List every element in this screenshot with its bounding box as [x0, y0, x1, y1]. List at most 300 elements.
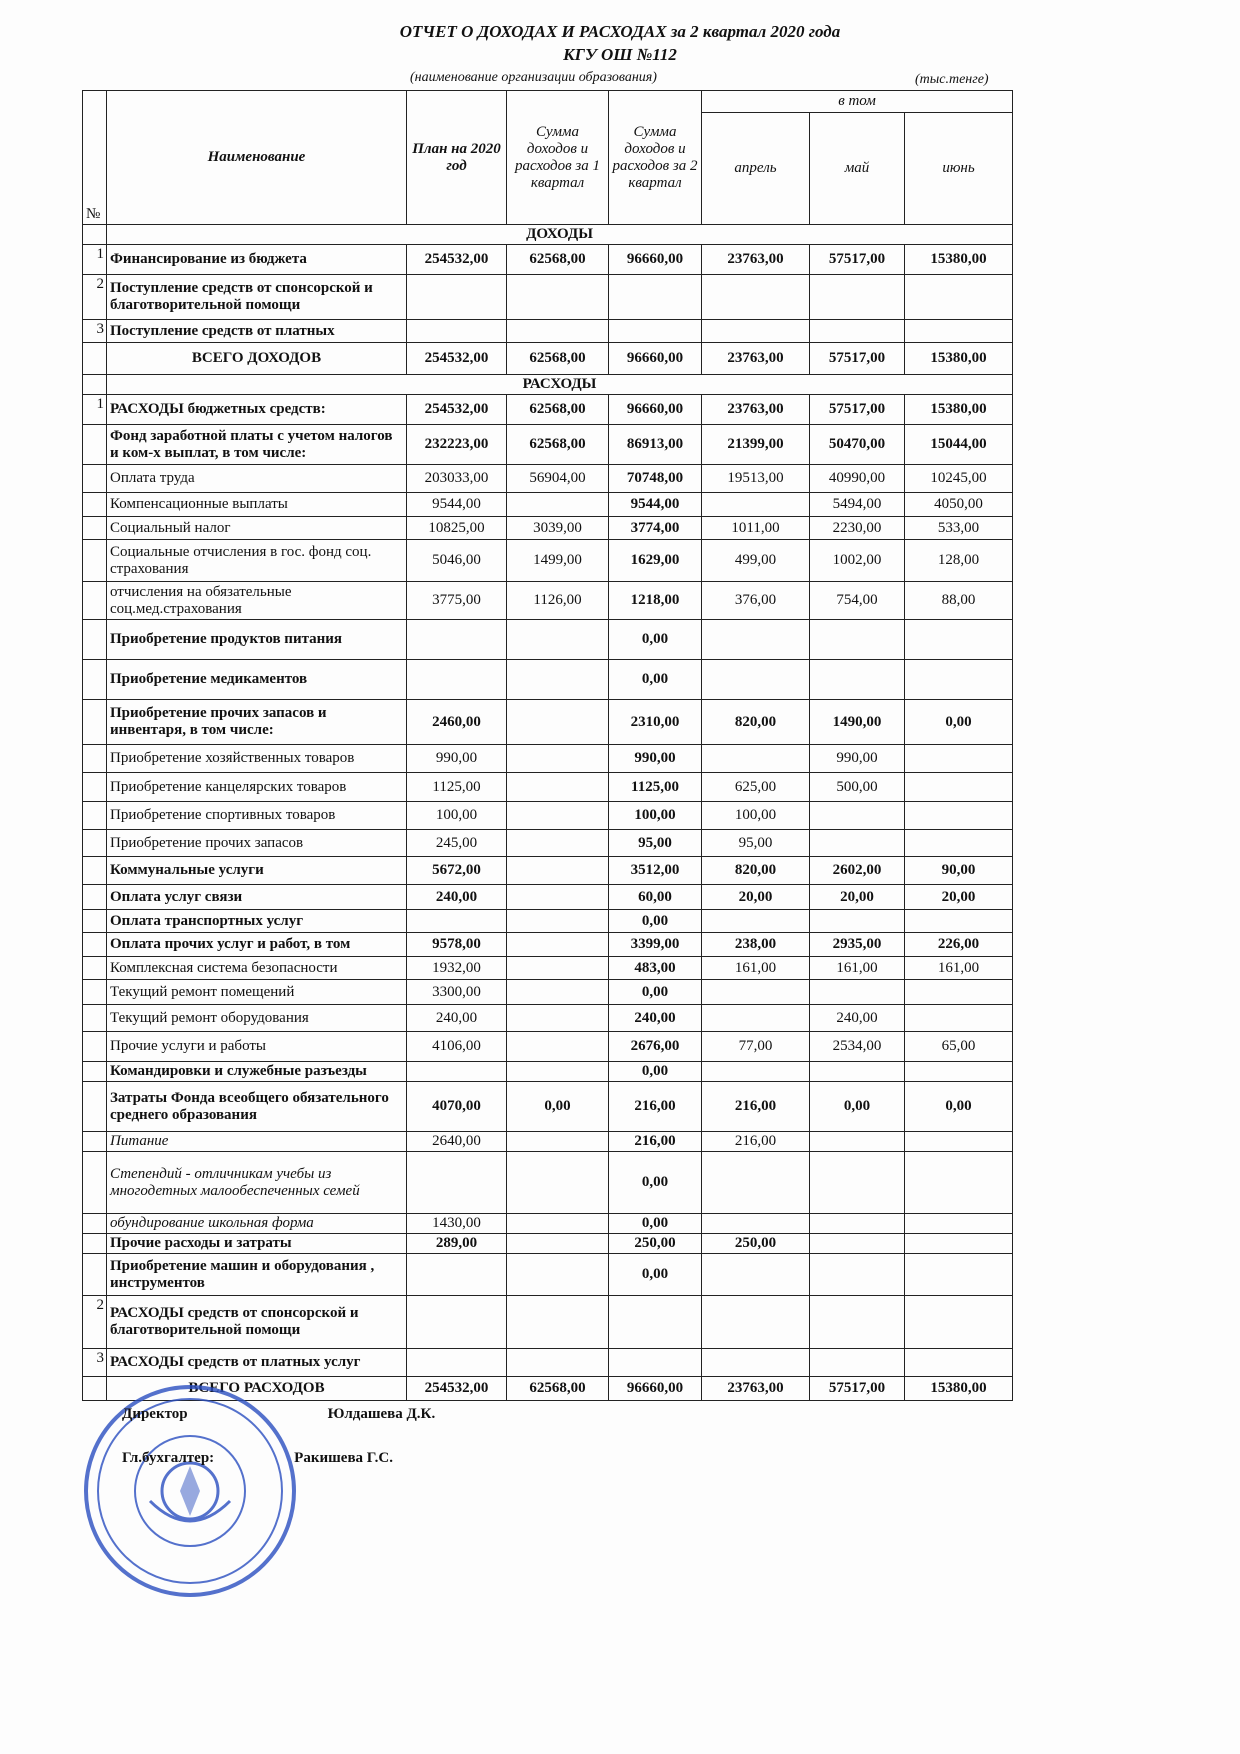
row-name: Приобретение прочих запасов	[107, 830, 407, 857]
section-title: ДОХОДЫ	[107, 225, 1013, 245]
table-row	[83, 830, 1013, 857]
q2-value: 60,00	[609, 885, 702, 910]
q1-value: 62568,00	[507, 425, 609, 465]
q2-value: 0,00	[609, 1062, 702, 1082]
q1-value: 62568,00	[507, 343, 609, 375]
plan-value: 3775,00	[407, 582, 507, 620]
plan-value: 254532,00	[407, 343, 507, 375]
june-value: 161,00	[905, 957, 1013, 980]
june-value: 533,00	[905, 517, 1013, 540]
row-number	[83, 802, 107, 830]
director-signature	[82, 1401, 1012, 1423]
plan-value	[407, 1062, 507, 1082]
q2-value: 2676,00	[609, 1032, 702, 1062]
q1-value	[507, 830, 609, 857]
table-row	[83, 1152, 1013, 1214]
q2-value: 216,00	[609, 1132, 702, 1152]
may-value	[810, 1234, 905, 1254]
q1-value	[507, 957, 609, 980]
q1-value	[507, 1062, 609, 1082]
june-value	[905, 1234, 1013, 1254]
accountant-label: Гл.бухгалтер:	[122, 1450, 215, 1466]
june-value: 15380,00	[905, 245, 1013, 275]
row-name: Затраты Фонда всеобщего обязательного среднего образования	[107, 1082, 407, 1132]
june-value: 65,00	[905, 1032, 1013, 1062]
col-may: май	[810, 113, 905, 225]
q1-value	[507, 857, 609, 885]
row-number	[83, 857, 107, 885]
row-number	[83, 465, 107, 493]
may-value: 57517,00	[810, 1377, 905, 1401]
row-name: Текущий ремонт помещений	[107, 980, 407, 1005]
total-row	[83, 343, 1013, 375]
q1-value: 0,00	[507, 1082, 609, 1132]
may-value: 57517,00	[810, 245, 905, 275]
may-value: 2534,00	[810, 1032, 905, 1062]
may-value: 2602,00	[810, 857, 905, 885]
row-name: Приобретение прочих запасов и инвентаря, в том числе:	[107, 700, 407, 745]
q1-value	[507, 933, 609, 957]
may-value: 57517,00	[810, 343, 905, 375]
q2-value: 3512,00	[609, 857, 702, 885]
q2-value	[609, 1296, 702, 1349]
q2-value: 483,00	[609, 957, 702, 980]
q1-value: 3039,00	[507, 517, 609, 540]
row-number	[83, 1032, 107, 1062]
june-value: 15380,00	[905, 395, 1013, 425]
q1-value	[507, 320, 609, 343]
row-number	[83, 343, 107, 375]
plan-value: 245,00	[407, 830, 507, 857]
april-value	[702, 1349, 810, 1377]
june-value: 88,00	[905, 582, 1013, 620]
may-value: 754,00	[810, 582, 905, 620]
table-row	[83, 275, 1013, 320]
table-row	[83, 582, 1013, 620]
april-value	[702, 320, 810, 343]
accountant-signature	[82, 1423, 1012, 1467]
april-value: 216,00	[702, 1132, 810, 1152]
april-value	[702, 660, 810, 700]
may-value	[810, 1152, 905, 1214]
q2-value: 2310,00	[609, 700, 702, 745]
plan-value: 254532,00	[407, 1377, 507, 1401]
table-row	[83, 1062, 1013, 1082]
april-value: 100,00	[702, 802, 810, 830]
col-q1: Сумма доходов и расходов за 1 квартал	[507, 91, 609, 225]
table-row	[83, 1254, 1013, 1296]
table-row	[83, 1349, 1013, 1377]
may-value	[810, 1062, 905, 1082]
april-value: 1011,00	[702, 517, 810, 540]
row-name: Прочие расходы и затраты	[107, 1234, 407, 1254]
june-value: 15044,00	[905, 425, 1013, 465]
table-row	[83, 700, 1013, 745]
may-value: 57517,00	[810, 395, 905, 425]
may-value: 990,00	[810, 745, 905, 773]
row-number	[83, 1152, 107, 1214]
may-value: 50470,00	[810, 425, 905, 465]
row-name: Фонд заработной платы с учетом налогов и ком-х выплат, в том числе:	[107, 425, 407, 465]
april-value	[702, 1214, 810, 1234]
may-value: 40990,00	[810, 465, 905, 493]
june-value	[905, 745, 1013, 773]
q2-value	[609, 320, 702, 343]
row-name: Коммунальные услуги	[107, 857, 407, 885]
row-name: Приобретение продуктов питания	[107, 620, 407, 660]
row-name: ВСЕГО РАСХОДОВ	[107, 1377, 407, 1401]
q1-value	[507, 1296, 609, 1349]
may-value	[810, 660, 905, 700]
col-no: №	[83, 91, 107, 225]
col-name: Наименование	[107, 91, 407, 225]
row-name: Приобретение спортивных товаров	[107, 802, 407, 830]
q2-value: 95,00	[609, 830, 702, 857]
row-number: 3	[83, 320, 107, 343]
may-value	[810, 830, 905, 857]
plan-value	[407, 620, 507, 660]
april-value: 216,00	[702, 1082, 810, 1132]
row-number	[83, 620, 107, 660]
q2-value: 70748,00	[609, 465, 702, 493]
q1-value: 56904,00	[507, 465, 609, 493]
q2-value: 0,00	[609, 620, 702, 660]
plan-value: 5046,00	[407, 540, 507, 582]
q2-value: 1125,00	[609, 773, 702, 802]
row-number	[83, 830, 107, 857]
june-value: 128,00	[905, 540, 1013, 582]
table-row	[83, 245, 1013, 275]
june-value	[905, 1005, 1013, 1032]
table-row	[83, 1214, 1013, 1234]
row-number	[83, 773, 107, 802]
q2-value: 96660,00	[609, 245, 702, 275]
report-title: ОТЧЕТ О ДОХОДАХ И РАСХОДАХ за 2 квартал 2020 года	[399, 22, 841, 41]
organization-caption: (наименование организации образования)	[410, 70, 657, 85]
may-value	[810, 275, 905, 320]
row-name: Оплата услуг связи	[107, 885, 407, 910]
row-name: ВСЕГО ДОХОДОВ	[107, 343, 407, 375]
table-row	[83, 745, 1013, 773]
section-row	[83, 375, 1013, 395]
june-value	[905, 1152, 1013, 1214]
plan-value	[407, 660, 507, 700]
april-value: 23763,00	[702, 1377, 810, 1401]
q1-value	[507, 275, 609, 320]
april-value	[702, 1005, 810, 1032]
june-value	[905, 320, 1013, 343]
row-number	[83, 1005, 107, 1032]
may-value	[810, 1214, 905, 1234]
june-value: 0,00	[905, 700, 1013, 745]
col-april: апрель	[702, 113, 810, 225]
plan-value: 254532,00	[407, 395, 507, 425]
june-value: 0,00	[905, 1082, 1013, 1132]
row-name: Приобретение хозяйственных товаров	[107, 745, 407, 773]
q2-value	[609, 1349, 702, 1377]
plan-value: 1430,00	[407, 1214, 507, 1234]
table-row	[83, 1296, 1013, 1349]
april-value	[702, 275, 810, 320]
q2-value: 0,00	[609, 910, 702, 933]
april-value	[702, 1296, 810, 1349]
q2-value: 216,00	[609, 1082, 702, 1132]
may-value	[810, 1349, 905, 1377]
q2-value: 100,00	[609, 802, 702, 830]
plan-value	[407, 1152, 507, 1214]
row-number	[83, 582, 107, 620]
table-row	[83, 802, 1013, 830]
units-label: (тыс.тенге)	[915, 72, 989, 87]
q1-value	[507, 1032, 609, 1062]
june-value: 20,00	[905, 885, 1013, 910]
q2-value: 990,00	[609, 745, 702, 773]
table-row	[83, 1032, 1013, 1062]
q1-value	[507, 745, 609, 773]
april-value: 238,00	[702, 933, 810, 957]
plan-value: 2640,00	[407, 1132, 507, 1152]
june-value	[905, 1132, 1013, 1152]
table-row	[83, 465, 1013, 493]
row-name: Приобретение медикаментов	[107, 660, 407, 700]
row-number	[83, 933, 107, 957]
row-number	[83, 425, 107, 465]
may-value	[810, 620, 905, 660]
row-number: 2	[83, 1296, 107, 1349]
row-number	[83, 1254, 107, 1296]
q1-value	[507, 1349, 609, 1377]
row-name: отчисления на обязательные соц.мед.страхования	[107, 582, 407, 620]
may-value: 1002,00	[810, 540, 905, 582]
q2-value: 1218,00	[609, 582, 702, 620]
plan-value	[407, 1349, 507, 1377]
director-name: Юлдашева Д.К.	[327, 1406, 436, 1422]
row-name: Социальный налог	[107, 517, 407, 540]
signature-block	[82, 1401, 1012, 1511]
row-number: 1	[83, 395, 107, 425]
row-name: РАСХОДЫ бюджетных средств:	[107, 395, 407, 425]
june-value	[905, 910, 1013, 933]
section-no-cell	[83, 375, 107, 395]
april-value: 19513,00	[702, 465, 810, 493]
q1-value	[507, 1152, 609, 1214]
row-name: обундирование школьная форма	[107, 1214, 407, 1234]
may-value: 500,00	[810, 773, 905, 802]
plan-value: 254532,00	[407, 245, 507, 275]
may-value: 0,00	[810, 1082, 905, 1132]
q1-value	[507, 802, 609, 830]
col-june: июнь	[905, 113, 1013, 225]
row-name: РАСХОДЫ средств от спонсорской и благотворительной помощи	[107, 1296, 407, 1349]
april-value: 499,00	[702, 540, 810, 582]
row-number: 1	[83, 245, 107, 275]
q2-value: 3774,00	[609, 517, 702, 540]
q1-value	[507, 660, 609, 700]
row-number	[83, 660, 107, 700]
q2-value	[609, 275, 702, 320]
table-row	[83, 933, 1013, 957]
table-row	[83, 857, 1013, 885]
may-value	[810, 1132, 905, 1152]
section-no-cell	[83, 225, 107, 245]
plan-value: 240,00	[407, 1005, 507, 1032]
april-value: 376,00	[702, 582, 810, 620]
april-value: 23763,00	[702, 245, 810, 275]
row-name: Степендий - отличникам учебы из многодетных малообеспеченных семей	[107, 1152, 407, 1214]
table-row	[83, 517, 1013, 540]
june-value: 10245,00	[905, 465, 1013, 493]
row-number: 3	[83, 1349, 107, 1377]
table-row	[83, 885, 1013, 910]
q2-value: 96660,00	[609, 395, 702, 425]
april-value	[702, 745, 810, 773]
row-number	[83, 700, 107, 745]
row-number	[83, 517, 107, 540]
plan-value: 289,00	[407, 1234, 507, 1254]
row-name: Финансирование из бюджета	[107, 245, 407, 275]
q2-value: 250,00	[609, 1234, 702, 1254]
may-value	[810, 910, 905, 933]
plan-value: 2460,00	[407, 700, 507, 745]
row-name: Социальные отчисления в гос. фонд соц. страхования	[107, 540, 407, 582]
q1-value	[507, 1132, 609, 1152]
may-value: 2230,00	[810, 517, 905, 540]
april-value	[702, 493, 810, 517]
plan-value: 9544,00	[407, 493, 507, 517]
table-row	[83, 540, 1013, 582]
plan-value: 232223,00	[407, 425, 507, 465]
col-q2: Сумма доходов и расходов за 2 квартал	[609, 91, 702, 225]
organization-name: КГУ ОШ №112	[563, 45, 677, 64]
plan-value: 4070,00	[407, 1082, 507, 1132]
q2-value: 0,00	[609, 660, 702, 700]
table-row	[83, 1082, 1013, 1132]
q1-value	[507, 620, 609, 660]
may-value	[810, 802, 905, 830]
plan-value: 10825,00	[407, 517, 507, 540]
june-value	[905, 275, 1013, 320]
row-name: Оплата прочих услуг и работ, в том	[107, 933, 407, 957]
row-name: Оплата труда	[107, 465, 407, 493]
row-name: Оплата транспортных услуг	[107, 910, 407, 933]
table-row	[83, 425, 1013, 465]
row-number	[83, 957, 107, 980]
april-value	[702, 1152, 810, 1214]
q2-value: 0,00	[609, 1214, 702, 1234]
may-value: 1490,00	[810, 700, 905, 745]
accountant-name: Ракишева Г.С.	[294, 1450, 393, 1466]
april-value: 21399,00	[702, 425, 810, 465]
may-value: 240,00	[810, 1005, 905, 1032]
row-name: Поступление средств от спонсорской и благотворительной помощи	[107, 275, 407, 320]
row-number	[83, 980, 107, 1005]
row-number	[83, 493, 107, 517]
row-name: Прочие услуги и работы	[107, 1032, 407, 1062]
q1-value	[507, 980, 609, 1005]
plan-value: 990,00	[407, 745, 507, 773]
q1-value	[507, 910, 609, 933]
april-value	[702, 1062, 810, 1082]
june-value	[905, 1214, 1013, 1234]
row-number	[83, 1234, 107, 1254]
june-value	[905, 1254, 1013, 1296]
col-plan: План на 2020 год	[407, 91, 507, 225]
q2-value: 96660,00	[609, 1377, 702, 1401]
plan-value: 3300,00	[407, 980, 507, 1005]
table-row	[83, 1132, 1013, 1152]
may-value	[810, 320, 905, 343]
report-body	[82, 90, 1012, 1511]
june-value	[905, 980, 1013, 1005]
may-value: 161,00	[810, 957, 905, 980]
q1-value	[507, 773, 609, 802]
june-value	[905, 1062, 1013, 1082]
row-name: Комплексная система безопасности	[107, 957, 407, 980]
q1-value	[507, 493, 609, 517]
plan-value: 240,00	[407, 885, 507, 910]
row-number	[83, 885, 107, 910]
row-number	[83, 1082, 107, 1132]
april-value: 820,00	[702, 700, 810, 745]
row-name: Текущий ремонт оборудования	[107, 1005, 407, 1032]
table-row	[83, 660, 1013, 700]
may-value: 5494,00	[810, 493, 905, 517]
row-number: 2	[83, 275, 107, 320]
june-value	[905, 1296, 1013, 1349]
june-value	[905, 1349, 1013, 1377]
row-number	[83, 1132, 107, 1152]
q2-value: 9544,00	[609, 493, 702, 517]
q2-value: 0,00	[609, 1152, 702, 1214]
june-value	[905, 773, 1013, 802]
table-row	[83, 910, 1013, 933]
may-value	[810, 980, 905, 1005]
q1-value	[507, 885, 609, 910]
april-value: 23763,00	[702, 395, 810, 425]
director-label: Директор	[122, 1406, 188, 1422]
q1-value: 1126,00	[507, 582, 609, 620]
plan-value	[407, 320, 507, 343]
plan-value: 9578,00	[407, 933, 507, 957]
row-number	[83, 1062, 107, 1082]
q1-value: 62568,00	[507, 1377, 609, 1401]
table-row	[83, 1234, 1013, 1254]
april-value	[702, 1254, 810, 1296]
q2-value: 1629,00	[609, 540, 702, 582]
june-value: 90,00	[905, 857, 1013, 885]
row-name: Командировки и служебные разъезды	[107, 1062, 407, 1082]
may-value	[810, 1296, 905, 1349]
q2-value: 86913,00	[609, 425, 702, 465]
col-group: в том	[702, 91, 1013, 113]
april-value: 250,00	[702, 1234, 810, 1254]
june-value	[905, 830, 1013, 857]
june-value: 226,00	[905, 933, 1013, 957]
row-number	[83, 540, 107, 582]
april-value: 625,00	[702, 773, 810, 802]
q2-value: 240,00	[609, 1005, 702, 1032]
q1-value: 1499,00	[507, 540, 609, 582]
june-value: 15380,00	[905, 1377, 1013, 1401]
plan-value: 1125,00	[407, 773, 507, 802]
plan-value: 203033,00	[407, 465, 507, 493]
table-row	[83, 957, 1013, 980]
table-row	[83, 1005, 1013, 1032]
table-row	[83, 493, 1013, 517]
plan-value	[407, 1254, 507, 1296]
may-value: 2935,00	[810, 933, 905, 957]
plan-value	[407, 275, 507, 320]
